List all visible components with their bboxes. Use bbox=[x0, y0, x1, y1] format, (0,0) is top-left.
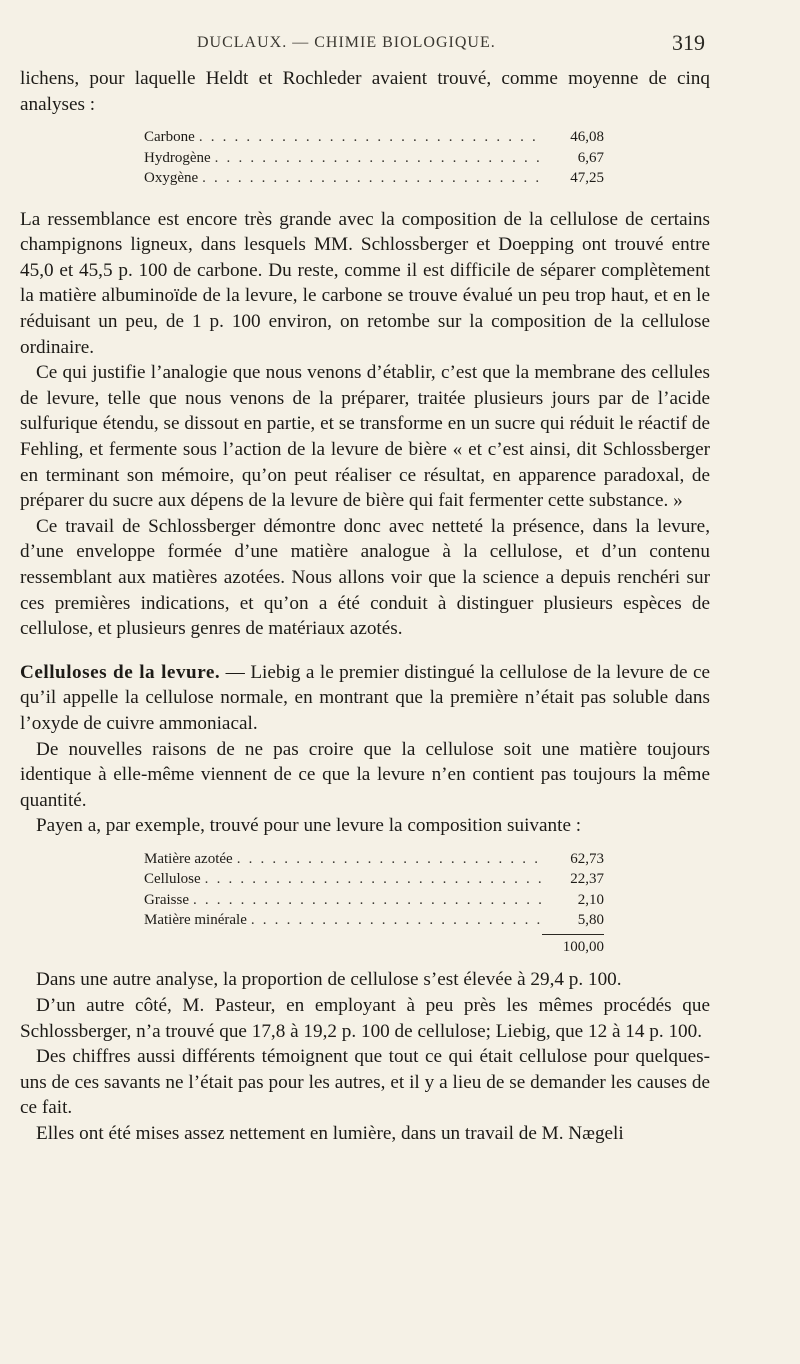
table-row bbox=[144, 127, 604, 148]
paragraph: La ressemblance est encore très grande avec la composition de la cellulose de certains champignons ligneux, dans lesquels MM. Schlossberger et Doepping ont trouvé entre 45,0 et 45,5 p. 100 de carbone. Du reste, comme il est difficile de séparer complètement la matière albuminoïde de la levure, le carbone se trouve évalué un peu trop haut, et en le réduisant un peu, de 1 p. 100 environ, on retombe sur la composition de la cellulose ordinaire. bbox=[20, 208, 710, 358]
table-label: Matière azotée bbox=[144, 850, 233, 867]
running-head: DUCLAUX. — CHIMIE BIOLOGIQUE. bbox=[197, 34, 496, 51]
table-value: 46,08 bbox=[570, 129, 604, 146]
paragraph: Elles ont été mises assez nettement en lumière, dans un travail de M. Nægeli bbox=[36, 1123, 624, 1144]
table-value: 47,25 bbox=[570, 170, 604, 187]
table-row bbox=[144, 890, 604, 911]
table-label: Graisse bbox=[144, 891, 189, 908]
elemental-composition-table bbox=[144, 127, 604, 189]
table-value: 2,10 bbox=[577, 891, 604, 908]
table-row bbox=[144, 168, 604, 189]
section-heading: Celluloses de la levure. bbox=[20, 661, 221, 683]
table-value: 62,73 bbox=[570, 850, 604, 867]
table-label: Oxygène bbox=[144, 170, 199, 187]
page-header bbox=[0, 30, 800, 60]
table-row bbox=[144, 869, 604, 890]
page-body bbox=[20, 66, 710, 1147]
table-value: 6,67 bbox=[577, 149, 604, 166]
page-number: 319 bbox=[672, 30, 705, 55]
paragraph: D’un autre côté, M. Pasteur, en employant à peu près les mêmes procédés que Schlossberger, n’a trouvé que 17,8 à 19,2 p. 100 de cellulose; Liebig, que 12 à 14 p. 100. bbox=[20, 995, 710, 1042]
table-row bbox=[144, 910, 604, 931]
yeast-composition-table bbox=[144, 849, 604, 958]
paragraph-celluloses bbox=[20, 660, 710, 737]
table-label: Cellulose bbox=[144, 871, 201, 888]
paragraph: lichens, pour laquelle Heldt et Rochleder avaient trouvé, comme moyenne de cinq analyses : bbox=[20, 68, 710, 115]
paragraph: Ce travail de Schlossberger démontre donc avec netteté la présence, dans la levure, d’une enveloppe formée d’une matière analogue à la cellulose, et d’un contenu ressemblant aux matières azotées. Nous allons voir que la science a depuis renchéri sur ces premières indications, et qu’on a été conduit à distinguer plusieurs espèces de cellulose, et plusieurs genres de matériaux azotés. bbox=[20, 515, 710, 640]
paragraph: Ce qui justifie l’analogie que nous venons d’établir, c’est que la membrane des cellules de levure, telle que nous venons de la préparer, traitée plusieurs jours par de l’acide sulfurique étendu, se dissout en partie, et se transforme en un sucre qui réduit le réactif de Fehling, et fermente sous l’action de la levure de bière « et c’est ainsi, dit Schlossberger en terminant son mémoire, qu’on peut réaliser ce résultat, en apparence paradoxal, de préparer du sucre aux dépens de la levure de bière qui fait fermenter cette substance. » bbox=[20, 362, 710, 512]
paragraph: Dans une autre analyse, la proportion de cellulose s’est élevée à 29,4 p. 100. bbox=[36, 969, 622, 991]
table-total: 100,00 bbox=[562, 938, 604, 955]
paragraph-text: — Liebig a le premier distingué la cellulose de la levure de ce qu’il appelle la cellulose normale, en montrant que la première n’était pas soluble dans l’oxyde de cuivre ammoniacal. bbox=[20, 661, 711, 734]
table-row bbox=[144, 849, 604, 870]
table-value: 22,37 bbox=[570, 871, 604, 888]
paragraph: Des chiffres aussi différents témoignent que tout ce qui était cellulose pour quelques-uns de ces savants ne l’était pas pour les autres, et il y a lieu de se demander les causes de ce fait. bbox=[20, 1046, 710, 1119]
paragraph: Payen a, par exemple, trouvé pour une levure la composition suivante : bbox=[36, 815, 582, 837]
sum-rule bbox=[542, 934, 604, 935]
paragraph: De nouvelles raisons de ne pas croire que la cellulose soit une matière toujours identique à elle-même viennent de ce que la levure n’en contient pas toujours la même quantité. bbox=[20, 738, 710, 811]
table-label: Matière minérale bbox=[144, 912, 247, 929]
table-value: 5,80 bbox=[577, 912, 604, 929]
table-label: Carbone bbox=[144, 129, 195, 146]
table-row bbox=[144, 148, 604, 169]
table-label: Hydrogène bbox=[144, 149, 211, 166]
